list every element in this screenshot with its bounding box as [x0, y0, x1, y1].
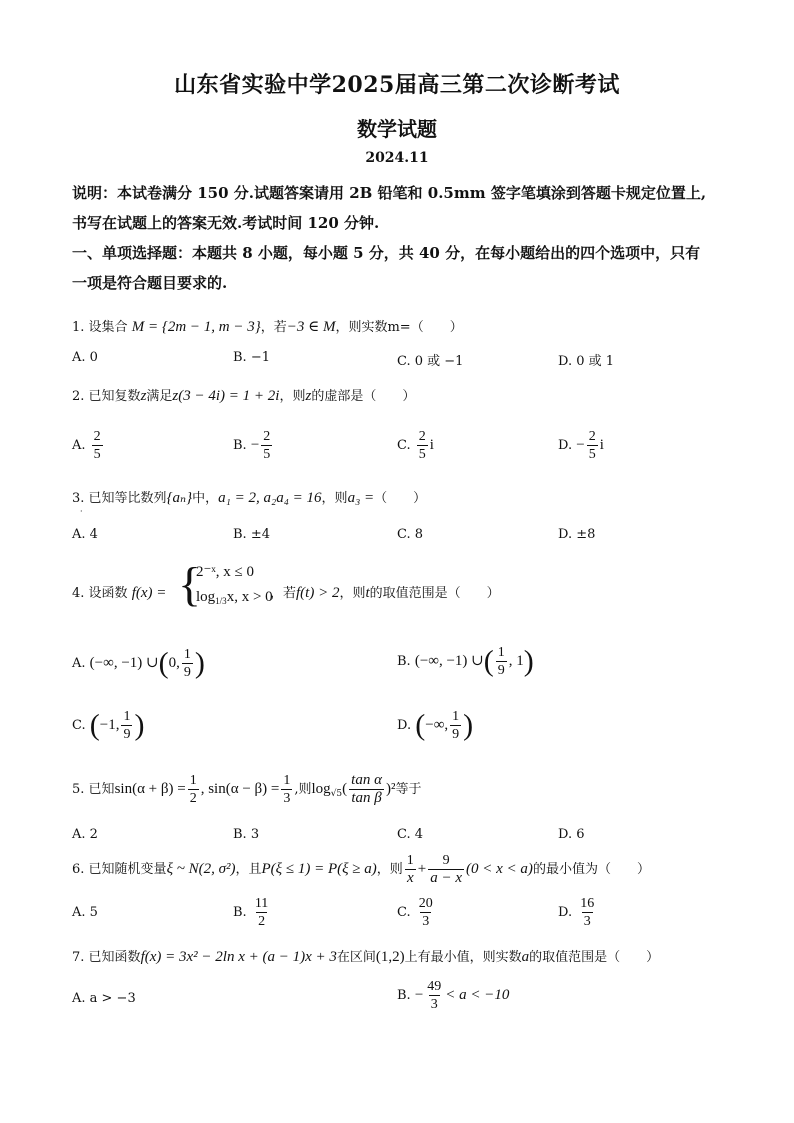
numerator: 1 — [406, 853, 414, 868]
question-text: 满足 — [146, 389, 173, 404]
interval: (−∞, −1) ∪ — [89, 655, 159, 671]
denominator: 3 — [583, 914, 591, 929]
numerator: 1 — [452, 709, 460, 724]
interval-bound: , 1 — [508, 653, 524, 669]
q5-option-c: C. 4 — [397, 827, 424, 842]
denominator: a − x — [430, 870, 463, 886]
question-text: ，则 — [339, 586, 366, 601]
section-heading-line-1: 一、单项选择题：本题共 8 小题，每小题 5 分，共 40 分，在每小题给出的四个选项中，只有 — [72, 244, 701, 262]
question-text: ，若 — [260, 320, 287, 335]
question-text: 已知复数 — [88, 389, 141, 404]
paren-left: ( — [342, 781, 348, 797]
q3-option-b: B. ±4 — [233, 527, 270, 542]
option-label: A. — [72, 438, 86, 453]
fraction — [587, 428, 598, 463]
question-text: 等于 — [395, 782, 422, 797]
math-interval: (1,2) — [375, 949, 405, 965]
question-text: ，则 — [279, 389, 306, 404]
piecewise-case-2 — [196, 589, 273, 606]
question-text: ，则 — [376, 862, 403, 877]
numerator: 11 — [254, 896, 269, 911]
sign: − — [250, 437, 260, 453]
math-expression: , sin(α − β) = — [200, 781, 280, 797]
math-function: f(x) = — [131, 585, 167, 601]
question-number: 7. — [72, 950, 85, 965]
numerator: 2 — [93, 429, 101, 444]
q4-option-b — [397, 644, 534, 679]
q2-option-a — [72, 428, 105, 463]
numerator: 2 — [418, 429, 426, 444]
option-label: D. — [558, 438, 573, 453]
paren-right: ) — [463, 708, 474, 742]
instructions-line-2: 书写在试题上的答案无效.考试时间 120 分钟. — [72, 214, 380, 232]
paren-left: ( — [483, 644, 494, 678]
question-number: 2. — [72, 389, 85, 404]
math-var: a — [521, 949, 530, 965]
subject-title: 数学试题 — [357, 117, 437, 141]
question-text: ，且 — [235, 862, 262, 877]
math-equation: z(3 − 4i) = 1 + 2i — [172, 388, 280, 404]
option-label: C. — [72, 718, 86, 733]
question-text: 在区间 — [336, 950, 376, 965]
log-symbol: log — [196, 589, 216, 605]
math-condition: f(t) > 2 — [296, 585, 340, 601]
denominator: 9 — [497, 663, 505, 678]
q3-option-d: D. ±8 — [558, 527, 596, 542]
paren-left: ( — [415, 708, 426, 742]
denominator: 9 — [123, 727, 131, 742]
numerator: 2 — [588, 429, 596, 444]
question-1 — [72, 316, 463, 336]
question-6 — [72, 852, 650, 887]
question-text: ，则实数m=（ ） — [335, 320, 463, 335]
numerator: 1 — [123, 709, 131, 724]
math-var: t — [365, 585, 370, 601]
fraction — [349, 772, 384, 807]
fraction — [496, 644, 507, 679]
math-expression: sin(α + β) = — [114, 781, 186, 797]
question-text: 设函数 — [88, 586, 128, 601]
numerator: 1 — [497, 645, 505, 660]
denominator: x — [406, 870, 414, 886]
question-text: 已知等比数列 — [88, 491, 167, 506]
section-heading — [72, 238, 722, 298]
question-number: 4. — [72, 586, 85, 601]
fraction — [182, 646, 193, 681]
numerator: 1 — [189, 773, 197, 788]
math-var: z — [140, 388, 147, 404]
q2-option-c — [397, 428, 434, 463]
numerator: 2 — [263, 429, 271, 444]
denominator: 9 — [183, 665, 191, 680]
fraction — [417, 428, 428, 463]
numerator: 16 — [580, 896, 595, 911]
q2-option-b — [233, 428, 274, 463]
q4-option-d — [397, 708, 473, 743]
interval: (−∞, −1) ∪ — [414, 653, 484, 669]
option-label: B. — [233, 905, 247, 920]
question-text: （ ） — [374, 491, 427, 506]
instructions — [72, 178, 722, 238]
interval-bound: −∞, — [425, 717, 449, 733]
denominator: tan β — [351, 790, 382, 806]
plus-sign: + — [417, 861, 427, 877]
paren-left: ( — [89, 708, 100, 742]
numerator: 20 — [418, 896, 433, 911]
q7-option-a: A. a > −3 — [72, 991, 136, 1006]
option-label: A. — [72, 656, 86, 671]
sign: − — [576, 437, 585, 453]
question-text: ,则 — [294, 782, 312, 797]
denominator: 5 — [588, 447, 596, 462]
math-function: f(x) = 3x² − 2ln x + (a − 1)x + 3 — [140, 949, 337, 965]
numerator: 49 — [427, 979, 442, 994]
exam-date: 2024.11 — [365, 150, 429, 166]
option-label: C. — [397, 438, 411, 453]
question-text: 中， — [192, 491, 219, 506]
paren-right: )² — [385, 781, 396, 797]
q3-option-a: A. 4 — [72, 527, 98, 542]
paren-left: ( — [158, 646, 169, 680]
exam-title: 山东省实验中学2025届高三第二次诊断考试 — [174, 72, 620, 98]
denominator: 3 — [422, 914, 430, 929]
question-text: 的取值范围是（ ） — [529, 950, 660, 965]
question-2 — [72, 385, 415, 405]
inequality: < a < −10 — [445, 987, 510, 1003]
q1-option-d: D. 0 或 1 — [558, 354, 615, 369]
question-7 — [72, 946, 659, 966]
fraction — [405, 852, 416, 887]
sign: − — [414, 987, 424, 1003]
numerator: tan α — [351, 772, 382, 788]
denominator: 9 — [452, 727, 460, 742]
numerator: 1 — [183, 647, 191, 662]
question-4-continued — [270, 582, 500, 602]
q1-option-b: B. −1 — [233, 350, 270, 365]
imaginary-unit: i — [429, 437, 434, 453]
q1-option-a: A. 0 — [72, 350, 98, 365]
denominator: 2 — [258, 914, 266, 929]
piecewise-case-1: 2⁻ˣ, x ≤ 0 — [196, 564, 254, 580]
q3-option-c: C. 8 — [397, 527, 424, 542]
paren-right: ) — [523, 644, 534, 678]
question-4 — [72, 582, 166, 602]
interval-bound: −1, — [99, 717, 120, 733]
question-text: 已知函数 — [88, 950, 141, 965]
option-label: B. — [397, 654, 411, 669]
option-label: D. — [558, 905, 573, 920]
math-var: z — [305, 388, 312, 404]
q6-option-a: A. 5 — [72, 905, 98, 920]
log-base: 1/3 — [215, 596, 227, 606]
fraction — [428, 852, 464, 887]
interval-bound: 0, — [168, 655, 180, 671]
fraction — [578, 895, 596, 930]
question-text: ，则 — [321, 491, 348, 506]
fraction — [450, 708, 461, 743]
question-number: 6. — [72, 862, 85, 877]
math-membership: −3 ∈ M — [286, 319, 336, 335]
q4-option-a — [72, 646, 205, 681]
math-condition: a₁ = 2, a₂a₄ = 16 — [218, 490, 322, 506]
q6-option-b — [233, 895, 272, 930]
section-heading-line-2: 一项是符合题目要求的. — [72, 274, 228, 292]
fraction — [92, 428, 103, 463]
option-label: C. — [397, 905, 411, 920]
option-label: D. — [397, 718, 412, 733]
log-symbol: log — [311, 781, 331, 797]
denominator: 3 — [283, 791, 291, 806]
fraction — [417, 895, 435, 930]
denominator: 2 — [189, 791, 197, 806]
q7-option-b — [397, 978, 509, 1013]
fraction — [121, 708, 132, 743]
q5-option-d: D. 6 — [558, 827, 585, 842]
math-set: M = {2m − 1, m − 3} — [131, 319, 261, 335]
instructions-line-1: 说明：本试卷满分 150 分.试题答案请用 2B 铅笔和 0.5mm 签字笔填涂到答题卡规定位置上, — [72, 184, 707, 202]
question-3 — [72, 487, 426, 507]
question-text: 上有最小值，则实数 — [404, 950, 522, 965]
denominator: 5 — [93, 447, 101, 462]
log-base: √5 — [330, 789, 343, 799]
question-number: 3. — [72, 491, 85, 506]
denominator: 5 — [418, 447, 426, 462]
question-text: 已知随机变量 — [88, 862, 167, 877]
denominator: 5 — [263, 447, 271, 462]
piecewise-brace: { — [178, 558, 202, 611]
option-label: B. — [397, 988, 411, 1003]
question-text: 已知 — [88, 782, 115, 797]
paren-right: ) — [194, 646, 205, 680]
q5-option-a: A. 2 — [72, 827, 98, 842]
option-label: B. — [233, 438, 247, 453]
question-text: 的取值范围是（ ） — [369, 586, 500, 601]
question-5 — [72, 772, 421, 807]
paren-right: ) — [134, 708, 145, 742]
imaginary-unit: i — [599, 437, 604, 453]
question-number: 1. — [72, 320, 85, 335]
question-text: 设集合 — [88, 320, 128, 335]
q4-option-c — [72, 708, 144, 743]
q6-option-c — [397, 895, 437, 930]
math-distribution: ξ ~ N(2, σ²) — [166, 861, 236, 877]
fraction — [188, 772, 199, 807]
math-probability: P(ξ ≤ 1) = P(ξ ≥ a) — [261, 861, 377, 877]
fraction — [253, 895, 270, 930]
case-expression: x, x > 0 — [226, 589, 273, 605]
math-term: a₃ = — [347, 490, 375, 506]
q6-option-d — [558, 895, 598, 930]
fraction — [281, 772, 292, 807]
math-domain: (0 < x < a) — [466, 861, 533, 877]
math-sequence: {aₙ} — [166, 490, 193, 506]
question-text: ，若 — [270, 586, 297, 601]
numerator: 9 — [442, 853, 450, 868]
question-text: 的最小值为（ ） — [532, 862, 650, 877]
numerator: 1 — [283, 773, 291, 788]
stray-dot: · — [80, 507, 83, 516]
question-number: 5. — [72, 782, 85, 797]
q1-option-c: C. 0 或 −1 — [397, 354, 464, 369]
question-text: 的虚部是（ ） — [311, 389, 416, 404]
q2-option-d — [558, 428, 604, 463]
fraction — [425, 978, 443, 1013]
q5-option-b: B. 3 — [233, 827, 260, 842]
denominator: 3 — [430, 997, 438, 1012]
fraction — [261, 428, 272, 463]
